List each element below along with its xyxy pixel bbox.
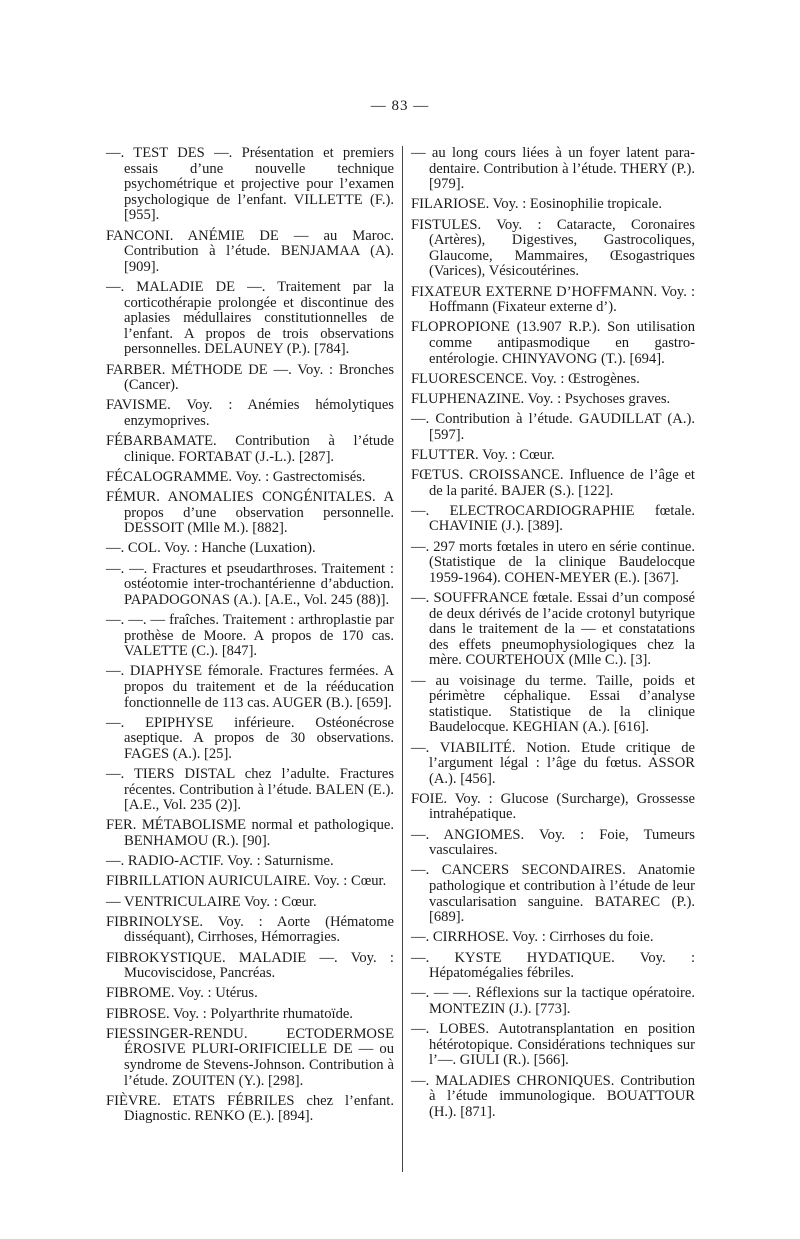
index-entry: —. EPIPHYSE inférieure. Ostéonécrose aseptique. A propos de 30 observations. FAGES (A.). [25]. — [106, 714, 394, 762]
index-entry: FIBROME. Voy. : Utérus. — [106, 985, 258, 1002]
index-entry: FIBRINOLYSE. Voy. : Aorte (Hématome disséquant), Cirrhoses, Hémorragies. — [106, 913, 394, 946]
index-entry: —. LOBES. Autotransplantation en position hétérotopique. Considérations techniques sur l’—. GIULI (R.). [566]. — [411, 1021, 695, 1069]
index-entry: FLOPROPIONE (13.907 R.P.). Son utilisation comme antipasmodique en gastro-entérologie. CHINYAVONG (T.). [694]. — [411, 319, 695, 367]
index-entry: FIESSINGER-RENDU. ECTODERMOSE ÉROSIVE PLURI-ORIFICIELLE DE — ou syndrome de Stevens-Johnson. Contribution à l’étude. ZOUITEN (Y.). [298]. — [106, 1025, 394, 1089]
index-entry: —. CIRRHOSE. Voy. : Cirrhoses du foie. — [411, 929, 654, 946]
index-entry: FISTULES. Voy. : Cataracte, Coronaires (Artères), Digestives, Gastrocoliques, Glaucome, Mammaires, Œsogastriques (Varices), Vésicoutérines. — [411, 216, 695, 280]
index-entry: — au long cours liées à un foyer latent para-dentaire. Contribution à l’étude. THERY (P.). [979]. — [411, 145, 695, 193]
index-entry: —. 297 morts fœtales in utero en série continue. (Statistique de la clinique Baudelocque 1959-1964). COHEN-MEYER (E.). [367]. — [411, 538, 695, 586]
index-entry: —. DIAPHYSE fémorale. Fractures fermées. A propos du traitement et de la rééducation fonctionnelle de 113 cas. AUGER (B.). [659]. — [106, 663, 394, 711]
index-entry: — au voisinage du terme. Taille, poids et périmètre céphalique. Essai d’analyse statistique. Statistique de la clinique Baudelocque. KEGHIAN (A.). [616]. — [411, 672, 695, 736]
index-entry: FIBROKYSTIQUE. MALADIE —. Voy. : Mucoviscidose, Pancréas. — [106, 949, 394, 982]
index-entry: —. Contribution à l’étude. GAUDILLAT (A.). [597]. — [411, 411, 695, 443]
index-entry: FÉMUR. ANOMALIES CONGÉNITALES. A propos d’une observation personnelle. DESSOIT (Mlle M.). [882]. — [106, 489, 394, 537]
index-entry: FŒTUS. CROISSANCE. Influence de l’âge et de la parité. BAJER (S.). [122]. — [411, 467, 695, 499]
index-entry: FLUORESCENCE. Voy. : Œstrogènes. — [411, 370, 640, 387]
index-entry: —. COL. Voy. : Hanche (Luxation). — [106, 540, 316, 557]
index-entry: —. SOUFFRANCE fœtale. Essai d’un composé de deux dérivés de l’acide crotonyl butyrique dans le traitement de la — et constatations des effets pneumophysiologiques chez la mère. COURTEHOUX (Mlle C.). [3]. — [411, 589, 695, 669]
index-entry: FÉBARBAMATE. Contribution à l’étude clinique. FORTABAT (J.-L.). [287]. — [106, 433, 394, 465]
index-entry: FLUPHENAZINE. Voy. : Psychoses graves. — [411, 390, 671, 407]
index-entry: —. ELECTROCARDIOGRAPHIE fœtale. CHAVINIE (J.). [389]. — [411, 502, 695, 535]
index-entry: —. CANCERS SECONDAIRES. Anatomie pathologique et contribution à l’étude de leur vascularisation sanguine. BATAREC (P.). [689]. — [411, 862, 695, 926]
index-entry: —. —. Fractures et pseudarthroses. Traitement : ostéotomie inter-trochantérienne d’abduction. PAPADOGONAS (A.). [A.E., Vol. 245 (88)]. — [106, 560, 394, 608]
index-entry: FIÈVRE. ETATS FÉBRILES chez l’enfant. Diagnostic. RENKO (E.). [894]. — [106, 1092, 394, 1125]
index-entry: —. VIABILITÉ. Notion. Etude critique de l’argument légal : l’âge du fœtus. ASSOR (A.). [456]. — [411, 739, 695, 787]
index-entry: FAVISME. Voy. : Anémies hémolytiques enzymoprives. — [106, 397, 394, 429]
index-entry: —. MALADIE DE —. Traitement par la corticothérapie prolongée et discontinue des aplasies médullaires constitutionnelles de l’enfant. A propos de trois observations personnelles. DELAUNEY (P.). [784]. — [106, 278, 394, 358]
index-entry: FIBRILLATION AURICULAIRE. Voy. : Cœur. — [106, 873, 387, 890]
index-entry: FLUTTER. Voy. : Cœur. — [411, 446, 555, 463]
index-entry: FIXATEUR EXTERNE D’HOFFMANN. Voy. : Hoffmann (Fixateur externe d’). — [411, 283, 695, 316]
index-entry: FOIE. Voy. : Glucose (Surcharge), Grossesse intrahépatique. — [411, 790, 695, 823]
index-entry: FILARIOSE. Voy. : Eosinophilie tropicale. — [411, 196, 663, 213]
index-entry: FARBER. MÉTHODE DE —. Voy. : Bronches (Cancer). — [106, 361, 394, 394]
left-column — [106, 146, 394, 1130]
index-entry: FANCONI. ANÉMIE DE — au Maroc. Contribution à l’étude. BENJAMAA (A). [909]. — [106, 227, 394, 275]
index-entry: —. TEST DES —. Présentation et premiers essais d’une nouvelle technique psychométrique et projective pour l’examen psychologique de l’enfant. VILLETTE (F.). [955]. — [106, 145, 394, 224]
index-entry: —. TIERS DISTAL chez l’adulte. Fractures récentes. Contribution à l’étude. BALEN (E.). [A.E., Vol. 235 (2)]. — [106, 766, 394, 814]
index-entry: —. MALADIES CHRONIQUES. Contribution à l’étude immunologique. BOUATTOUR (H.). [871]. — [411, 1072, 695, 1120]
index-entry: FIBROSE. Voy. : Polyarthrite rhumatoïde. — [106, 1005, 354, 1022]
index-entry: —. RADIO-ACTIF. Voy. : Saturnisme. — [106, 853, 334, 870]
index-entry: —. ANGIOMES. Voy. : Foie, Tumeurs vasculaires. — [411, 826, 695, 859]
index-entry: FÉCALOGRAMME. Voy. : Gastrectomisés. — [106, 468, 366, 485]
index-entry: —. KYSTE HYDATIQUE. Voy. : Hépatomégalies fébriles. — [411, 949, 695, 982]
right-column — [411, 146, 695, 1125]
column-divider — [402, 146, 403, 1172]
index-entry: — VENTRICULAIRE Voy. : Cœur. — [106, 893, 317, 910]
index-entry: FER. MÉTABOLISME normal et pathologique. BENHAMOU (R.). [90]. — [106, 817, 394, 850]
index-entry: —. — —. Réflexions sur la tactique opératoire. MONTEZIN (J.). [773]. — [411, 985, 695, 1017]
page-number: — 83 — — [370, 98, 430, 114]
index-entry: —. —. — fraîches. Traitement : arthroplastie par prothèse de Moore. A propos de 170 cas. VALETTE (C.). [847]. — [106, 611, 394, 660]
